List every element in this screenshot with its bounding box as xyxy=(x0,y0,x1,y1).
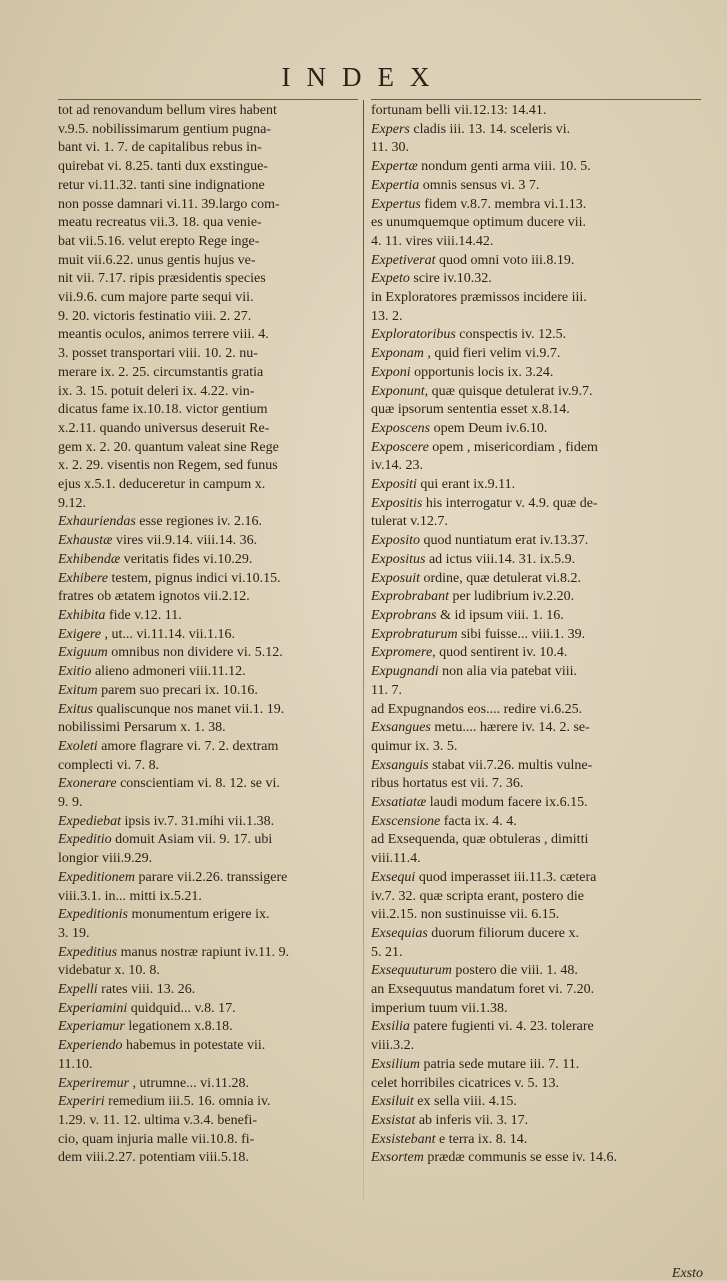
index-reference-text: cladis iii. 13. 14. sceleris vi. xyxy=(409,121,571,137)
index-line xyxy=(58,308,358,327)
index-line xyxy=(371,383,701,402)
index-line xyxy=(58,121,358,140)
index-line xyxy=(58,439,358,458)
index-headword: Experiendo xyxy=(58,1038,123,1054)
index-headword: Exsangues xyxy=(371,720,431,736)
index-line xyxy=(58,682,358,701)
index-line xyxy=(58,383,358,402)
index-line xyxy=(371,719,701,738)
index-line xyxy=(58,196,358,215)
index-reference-text: x.2.11. quando universus deseruit Re- xyxy=(58,420,270,436)
index-headword: Exsiluit xyxy=(371,1094,414,1110)
index-reference-text: ex sella viii. 4.15. xyxy=(413,1094,517,1110)
index-headword: Exsistebant xyxy=(371,1131,436,1147)
index-headword: Expositi xyxy=(371,477,417,493)
index-reference-text: viii.3.2. xyxy=(371,1038,415,1054)
index-line xyxy=(58,775,358,794)
index-reference-text: bat vii.5.16. velut erepto Rege inge- xyxy=(58,233,260,249)
index-reference-text: remedium iii.5. 16. omnia iv. xyxy=(104,1094,271,1110)
index-reference-text: fratres ob ætatem ignotos vii.2.12. xyxy=(58,589,250,605)
index-reference-text: ab inferis vii. 3. 17. xyxy=(415,1112,529,1128)
index-line xyxy=(371,607,701,626)
index-headword: Experiamini xyxy=(58,1000,128,1016)
index-reference-text: monumentum erigere ix. xyxy=(128,907,270,923)
index-headword: Exsortem xyxy=(371,1150,424,1166)
index-line xyxy=(58,1093,358,1112)
index-line xyxy=(58,551,358,570)
index-reference-text: cio, quam injuria malle vii.10.8. fi- xyxy=(58,1131,255,1147)
index-reference-text: testem, pignus indici vi.10.15. xyxy=(108,570,281,586)
index-reference-text: opem Deum iv.6.10. xyxy=(430,420,548,436)
index-reference-text: , quæ quisque detulerat iv.9.7. xyxy=(424,383,593,399)
index-reference-text: parare vii.2.26. transsigere xyxy=(134,869,288,885)
index-line xyxy=(371,476,701,495)
index-reference-text: quæ ipsorum sententia esset x.8.14. xyxy=(371,402,570,418)
index-reference-text: ix. 3. 15. potuit deleri ix. 4.22. vin- xyxy=(58,383,255,399)
index-headword: Exprobrabant xyxy=(371,589,450,605)
index-reference-text: v.9.5. nobilissimarum gentium pugna- xyxy=(58,121,271,137)
index-line xyxy=(58,495,358,514)
index-line xyxy=(371,775,701,794)
index-line xyxy=(58,1000,358,1019)
index-reference-text: nondum genti arma viii. 10. 5. xyxy=(417,159,591,175)
index-line xyxy=(58,102,358,121)
index-line xyxy=(58,944,358,963)
index-line xyxy=(371,981,701,1000)
index-line xyxy=(371,588,701,607)
index-headword: Exigere xyxy=(58,626,102,642)
index-reference-text: stabat vii.7.26. multis vulne- xyxy=(428,757,593,773)
index-reference-text: 9. 9. xyxy=(58,795,83,811)
index-line xyxy=(371,121,701,140)
index-reference-text: habemus in potestate vii. xyxy=(122,1038,266,1054)
index-reference-text: omnibus non dividere vi. 5.12. xyxy=(107,645,283,661)
index-headword: Expeto xyxy=(371,271,410,287)
index-line xyxy=(371,1018,701,1037)
index-headword: Exhauriendas xyxy=(58,514,136,530)
index-line xyxy=(371,626,701,645)
index-headword: Exploratoribus xyxy=(371,327,456,343)
index-headword: Experiamur xyxy=(58,1019,125,1035)
index-line xyxy=(58,738,358,757)
index-headword: Expers xyxy=(371,121,410,137)
index-headword: Exitus xyxy=(58,701,93,717)
index-reference-text: vires vii.9.14. viii.14. 36. xyxy=(112,533,258,549)
page-header: INDEX xyxy=(281,62,446,92)
index-line xyxy=(58,607,358,626)
index-line xyxy=(371,944,701,963)
index-reference-text: conspectis iv. 12.5. xyxy=(455,327,567,343)
index-reference-text: longior viii.9.29. xyxy=(58,851,153,867)
index-reference-text: in Exploratores præmissos incidere iii. xyxy=(371,290,587,306)
index-reference-text: retur vi.11.32. tanti sine indignatione xyxy=(58,177,265,193)
index-reference-text: quirebat vi. 8.25. tanti dux exstingue- xyxy=(58,159,268,175)
index-line xyxy=(58,270,358,289)
index-reference-text: qualiscunque nos manet vii.1. 19. xyxy=(93,701,285,717)
index-headword: Exoleti xyxy=(58,738,98,754)
index-reference-text: facta ix. 4. 4. xyxy=(440,813,517,829)
index-headword: Expeditius xyxy=(58,944,118,960)
index-line xyxy=(371,139,701,158)
index-line xyxy=(58,214,358,233)
index-line xyxy=(371,962,701,981)
index-headword: Expositus xyxy=(371,551,426,567)
index-reference-text: domuit Asiam vii. 9. 17. ubi xyxy=(111,832,273,848)
index-headword: Exposcens xyxy=(371,420,431,436)
index-reference-text: complecti vi. 7. 8. xyxy=(58,757,160,773)
index-reference-text: 13. 2. xyxy=(371,308,403,324)
index-headword: Exsequias xyxy=(371,925,428,941)
index-headword: Exscensione xyxy=(371,813,441,829)
index-reference-text: sibi fuisse... viii.1. 39. xyxy=(457,626,586,642)
index-reference-text: 3. 19. xyxy=(58,925,90,941)
index-reference-text: fortunam belli vii.12.13: 14.41. xyxy=(371,103,547,118)
index-line xyxy=(371,401,701,420)
index-reference-text: dem viii.2.27. potentiam viii.5.18. xyxy=(58,1150,249,1166)
index-headword: Expertia xyxy=(371,177,420,193)
index-line xyxy=(371,345,701,364)
index-reference-text: quod imperasset iii.11.3. cætera xyxy=(415,869,597,885)
index-line xyxy=(58,158,358,177)
index-line xyxy=(371,850,701,869)
index-reference-text: ad Exsequenda, quæ obtuleras , dimitti xyxy=(371,832,589,848)
index-reference-text: ad Expugnandos eos.... redire vi.6.25. xyxy=(371,701,583,717)
index-line xyxy=(58,869,358,888)
index-reference-text: nobilissimi Persarum x. 1. 38. xyxy=(58,720,226,736)
catchword: Exsto xyxy=(671,1266,703,1281)
index-line xyxy=(58,1037,358,1056)
index-reference-text: metu.... hærere iv. 14. 2. se- xyxy=(430,720,590,736)
index-line xyxy=(371,457,701,476)
index-reference-text: 11. 7. xyxy=(371,682,402,698)
index-headword: Exitio xyxy=(58,664,92,680)
index-reference-text: alieno admoneri viii.11.12. xyxy=(91,664,246,680)
index-line xyxy=(58,1075,358,1094)
index-line xyxy=(371,570,701,589)
index-line xyxy=(371,1093,701,1112)
index-reference-text: dicatus fame ix.10.18. victor gentium xyxy=(58,402,268,418)
index-column-left xyxy=(58,102,358,1168)
index-line xyxy=(58,888,358,907)
index-headword: Exhibita xyxy=(58,607,106,623)
index-line xyxy=(58,289,358,308)
index-line xyxy=(371,1056,701,1075)
index-headword: Expromere xyxy=(371,645,433,661)
index-headword: Exposcere xyxy=(371,439,429,455)
index-line xyxy=(371,439,701,458)
index-headword: Exponunt xyxy=(371,383,425,399)
index-reference-text: qui erant ix.9.11. xyxy=(416,477,516,493)
index-reference-text: ejus x.5.1. deduceretur in campum x. xyxy=(58,477,266,493)
index-reference-text: quod omni voto iii.8.19. xyxy=(435,252,575,268)
index-reference-text: 11.10. xyxy=(58,1056,93,1072)
index-reference-text: tulerat v.12.7. xyxy=(371,514,448,530)
index-reference-text: esse regiones iv. 2.16. xyxy=(135,514,262,530)
index-line xyxy=(58,476,358,495)
index-line xyxy=(371,364,701,383)
index-line xyxy=(371,701,701,720)
index-reference-text: imperium tuum vii.1.38. xyxy=(371,1000,508,1016)
index-line xyxy=(58,794,358,813)
index-reference-text: 1.29. v. 11. 12. ultima v.3.4. benefi- xyxy=(58,1112,258,1128)
index-headword: Expeditionis xyxy=(58,907,128,923)
index-reference-text: 3. posset transportari viii. 10. 2. nu- xyxy=(58,346,258,362)
index-line xyxy=(58,831,358,850)
index-line xyxy=(58,1131,358,1150)
index-reference-text: , quod sentirent iv. 10.4. xyxy=(432,645,568,661)
index-reference-text: postero die viii. 1. 48. xyxy=(451,963,578,979)
index-line xyxy=(371,813,701,832)
index-line xyxy=(371,794,701,813)
index-headword: Expediebat xyxy=(58,813,121,829)
index-headword: Exponi xyxy=(371,364,411,380)
index-headword: Expositis xyxy=(371,495,423,511)
index-headword: Expugnandi xyxy=(371,664,439,680)
index-line xyxy=(371,663,701,682)
index-reference-text: an Exsequutus mandatum foret vi. 7.20. xyxy=(371,982,595,998)
index-reference-text: muit vii.6.22. unus gentis hujus ve- xyxy=(58,252,256,268)
index-line xyxy=(371,270,701,289)
index-line xyxy=(371,196,701,215)
index-line xyxy=(58,626,358,645)
index-reference-text: videbatur x. 10. 8. xyxy=(58,963,160,979)
index-reference-text: vii.9.6. cum majore parte sequi vii. xyxy=(58,290,254,306)
index-line xyxy=(371,906,701,925)
index-line xyxy=(58,1149,358,1168)
index-reference-text: veritatis fides vi.10.29. xyxy=(120,551,253,567)
index-reference-text: per ludibrium iv.2.20. xyxy=(449,589,575,605)
index-reference-text: merare ix. 2. 25. circumstantis gratia xyxy=(58,364,264,380)
index-headword: Expertæ xyxy=(371,159,418,175)
index-line xyxy=(371,495,701,514)
index-line xyxy=(58,588,358,607)
index-line xyxy=(371,738,701,757)
index-headword: Exonerare xyxy=(58,776,117,792)
index-headword: Exsilium xyxy=(371,1056,420,1072)
index-line xyxy=(371,233,701,252)
index-line xyxy=(58,401,358,420)
index-reference-text: & id ipsum viii. 1. 16. xyxy=(436,607,564,623)
index-reference-text: patria sede mutare iii. 7. 11. xyxy=(420,1056,580,1072)
index-reference-text: conscientiam vi. 8. 12. se vi. xyxy=(116,776,280,792)
index-reference-text: manus nostræ rapiunt iv.11. 9. xyxy=(117,944,290,960)
index-reference-text: ordine, quæ detulerat vi.8.2. xyxy=(420,570,581,586)
index-line xyxy=(371,1000,701,1019)
index-line xyxy=(371,925,701,944)
index-line xyxy=(58,962,358,981)
index-line xyxy=(371,252,701,271)
index-headword: Experiremur xyxy=(58,1075,130,1091)
index-line xyxy=(371,308,701,327)
index-headword: Exsilia xyxy=(371,1019,410,1035)
index-reference-text: opem , misericordiam , fidem xyxy=(428,439,598,455)
index-headword: Expeditionem xyxy=(58,869,135,885)
index-line xyxy=(371,1075,701,1094)
index-line xyxy=(58,177,358,196)
index-reference-text: tot ad renovandum bellum vires habent xyxy=(58,103,277,118)
index-reference-text: , quid fieri velim vi.9.7. xyxy=(423,346,561,362)
index-reference-text: bant vi. 1. 7. de capitalibus rebus in- xyxy=(58,140,262,156)
index-line xyxy=(371,1149,701,1168)
index-line xyxy=(58,813,358,832)
index-line xyxy=(58,925,358,944)
index-headword: Exhibendæ xyxy=(58,551,121,567)
index-line xyxy=(58,1056,358,1075)
index-reference-text: fidem v.8.7. membra vi.1.13. xyxy=(420,196,587,212)
index-headword: Exsanguis xyxy=(371,757,429,773)
index-reference-text: scire iv.10.32. xyxy=(409,271,492,287)
index-reference-text: meatu recreatus vii.3. 18. qua venie- xyxy=(58,215,262,231)
index-line xyxy=(58,701,358,720)
index-headword: Exsistat xyxy=(371,1112,416,1128)
index-headword: Exitum xyxy=(58,682,98,698)
index-headword: Exiguum xyxy=(58,645,108,661)
index-headword: Exhaustæ xyxy=(58,533,113,549)
index-reference-text: 5. 21. xyxy=(371,944,403,960)
index-line xyxy=(58,233,358,252)
index-line xyxy=(58,1018,358,1037)
index-reference-text: celet horribiles cicatrices v. 5. 13. xyxy=(371,1075,560,1091)
index-column-right xyxy=(371,102,701,1168)
index-reference-text: non posse damnari vi.11. 39.largo com- xyxy=(58,196,280,212)
index-headword: Exsequi xyxy=(371,869,416,885)
index-line xyxy=(58,719,358,738)
index-reference-text: viii.3.1. in... mitti ix.5.21. xyxy=(58,888,202,904)
index-line xyxy=(58,1112,358,1131)
index-line xyxy=(58,420,358,439)
index-reference-text: omnis sensus vi. 3 7. xyxy=(419,177,540,193)
index-line xyxy=(371,551,701,570)
index-reference-text: ribus hortatus est vii. 7. 36. xyxy=(371,776,524,792)
header-rule-left xyxy=(58,99,358,100)
index-reference-text: iv.7. 32. quæ scripta erant, postero die xyxy=(371,888,584,904)
index-line xyxy=(371,1112,701,1131)
index-reference-text: patere fugienti vi. 4. 23. tolerare xyxy=(409,1019,594,1035)
index-reference-text: ad ictus viii.14. 31. ix.5.9. xyxy=(425,551,576,567)
index-line xyxy=(371,214,701,233)
index-line xyxy=(58,513,358,532)
index-line xyxy=(371,1131,701,1150)
index-reference-text: non alia via patebat viii. xyxy=(438,664,578,680)
index-line xyxy=(371,513,701,532)
index-line xyxy=(58,981,358,1000)
index-reference-text: opportunis locis ix. 3.24. xyxy=(410,364,554,380)
index-line xyxy=(58,326,358,345)
index-line xyxy=(371,158,701,177)
index-reference-text: 11. 30. xyxy=(371,140,409,156)
index-reference-text: 9.12. xyxy=(58,495,86,511)
index-reference-text: quidquid... v.8. 17. xyxy=(127,1000,236,1016)
index-line xyxy=(371,757,701,776)
index-headword: Expelli xyxy=(58,982,98,998)
index-reference-text: amore flagrare vi. 7. 2. dextram xyxy=(97,738,279,754)
index-reference-text: quod nuntiatum erat iv.13.37. xyxy=(420,533,589,549)
index-reference-text: meantis oculos, animos terrere viii. 4. xyxy=(58,327,269,343)
index-reference-text: x. 2. 29. visentis non Regem, sed funus xyxy=(58,458,278,474)
index-reference-text: his interrogatur v. 4.9. quæ de- xyxy=(422,495,598,511)
index-reference-text: , utrumne... vi.11.28. xyxy=(129,1075,250,1091)
index-reference-text: , ut... vi.11.14. vii.1.16. xyxy=(101,626,236,642)
index-headword: Expetiverat xyxy=(371,252,436,268)
index-line xyxy=(371,326,701,345)
index-reference-text: parem suo precari ix. 10.16. xyxy=(97,682,258,698)
index-reference-text: gem x. 2. 20. quantum valeat sine Rege xyxy=(58,439,279,455)
index-reference-text: vii.2.15. non sustinuisse vii. 6.15. xyxy=(371,907,560,923)
index-headword: Exponam xyxy=(371,346,424,362)
index-line xyxy=(371,289,701,308)
index-line xyxy=(371,420,701,439)
index-line xyxy=(58,252,358,271)
index-line xyxy=(58,906,358,925)
index-line xyxy=(58,345,358,364)
index-line xyxy=(371,644,701,663)
index-headword: Exsatiatæ xyxy=(371,795,427,811)
index-line xyxy=(58,850,358,869)
index-line xyxy=(58,644,358,663)
index-reference-text: duorum filiorum ducere x. xyxy=(427,925,580,941)
index-headword: Exhibere xyxy=(58,570,109,586)
index-line xyxy=(371,682,701,701)
index-reference-text: 9. 20. victoris festinatio viii. 2. 27. xyxy=(58,308,252,324)
index-reference-text: rates viii. 13. 26. xyxy=(97,982,196,998)
index-reference-text: 4. 11. vires viii.14.42. xyxy=(371,233,494,249)
index-line xyxy=(371,532,701,551)
column-divider xyxy=(363,100,364,1200)
index-reference-text: e terra ix. 8. 14. xyxy=(435,1131,528,1147)
index-headword: Expeditio xyxy=(58,832,112,848)
index-headword: Exprobrans xyxy=(371,607,437,623)
header-rule-right xyxy=(371,99,701,100)
index-reference-text: legationem x.8.18. xyxy=(124,1019,233,1035)
index-line xyxy=(58,570,358,589)
index-reference-text: viii.11.4. xyxy=(371,851,421,867)
index-reference-text: prædæ communis se esse iv. 14.6. xyxy=(423,1150,618,1166)
index-reference-text: iv.14. 23. xyxy=(371,458,423,474)
index-line xyxy=(58,532,358,551)
index-headword: Exsequuturum xyxy=(371,963,452,979)
index-headword: Expertus xyxy=(371,196,421,212)
index-line xyxy=(58,457,358,476)
index-reference-text: laudi modum facere ix.6.15. xyxy=(426,795,588,811)
index-headword: Exposuit xyxy=(371,570,420,586)
index-line xyxy=(58,757,358,776)
index-headword: Experiri xyxy=(58,1094,105,1110)
index-headword: Exposito xyxy=(371,533,420,549)
index-line xyxy=(371,102,701,121)
index-reference-text: fide v.12. 11. xyxy=(105,607,182,623)
index-line xyxy=(58,139,358,158)
index-reference-text: quimur ix. 3. 5. xyxy=(371,738,458,754)
index-line xyxy=(371,177,701,196)
index-reference-text: ipsis iv.7. 31.mihi vii.1.38. xyxy=(120,813,275,829)
index-headword: Exprobraturum xyxy=(371,626,458,642)
index-line xyxy=(58,663,358,682)
index-reference-text: es unumquemque optimum ducere vii. xyxy=(371,215,587,231)
index-line xyxy=(58,364,358,383)
index-line xyxy=(371,869,701,888)
index-line xyxy=(371,831,701,850)
index-line xyxy=(371,888,701,907)
index-line xyxy=(371,1037,701,1056)
index-reference-text: nit vii. 7.17. ripis præsidentis species xyxy=(58,271,266,287)
